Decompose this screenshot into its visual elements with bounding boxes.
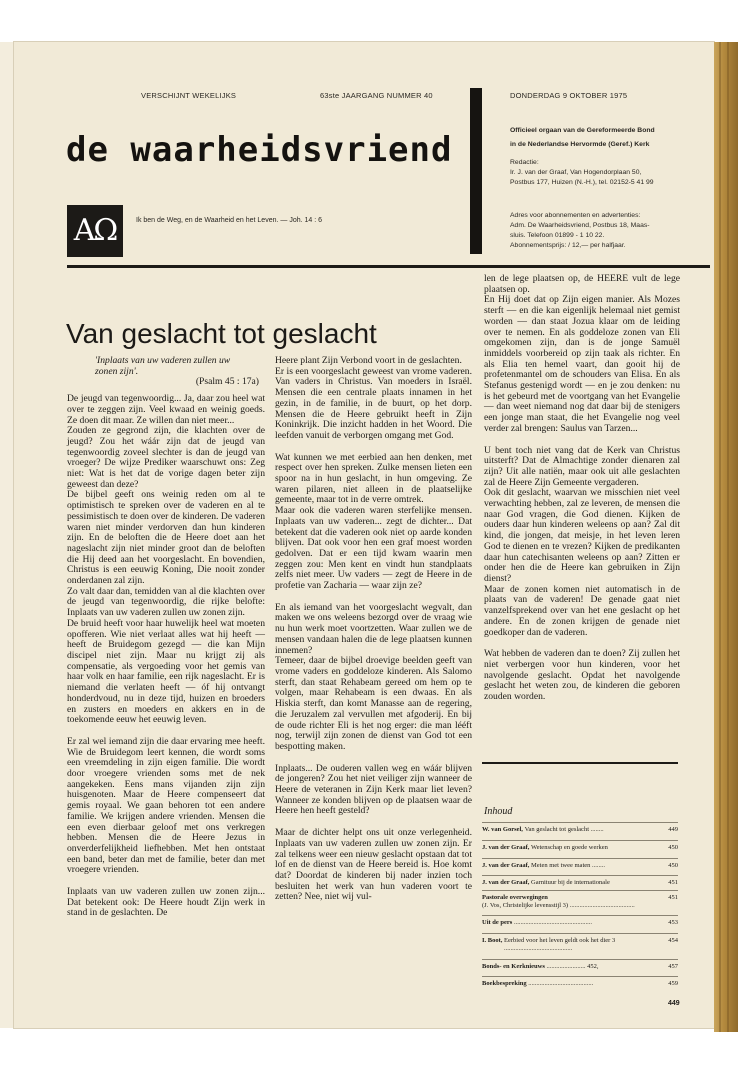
paragraph: Maar de zonen komen niet automatisch in de plaats van de vaderen! De genade gaat niet vanzelfsprekend over van het ene geslacht op het andere. En de zonen krijgen de genade niet goedkoper dan de vaderen. xyxy=(484,583,680,638)
paragraph: Ook dit geslacht, waarvan we misschien niet veel verwachting hebben, zal ze leveren, de mensen die naar God vragen, die God dienen. Kijken de ouders daar hun kinderen weleens op aan? Zal dit kind, die jongen, dat meisje, in het leven leren God te dienen en te vrezen? Kijken de predikanten daar hun catechisanten weleens op aan? Zitten er onder hen die de Heere kan gebruiken in Zijn dienst? xyxy=(484,487,680,584)
toc-item xyxy=(482,862,678,870)
toc-page: 450 xyxy=(668,862,678,869)
info-block xyxy=(510,126,655,251)
toc-author: I. Boot, xyxy=(482,937,505,944)
binding-spine xyxy=(714,42,738,1032)
motto: Ik ben de Weg, en de Waarheid en het Leven. — Joh. 14 : 6 xyxy=(136,217,323,224)
paragraph: Er is een voorgeslacht geweest van vrome vaderen. Van vaders in Christus. Van moeders in Israël. Mensen die een centrale plaats innamen in het gezin, in de familie, in de buurt, op het dorp. Mensen die de Heere gebruikt heeft in Zijn Koninkrijk. Die inzicht hadden in het Woord. Die leefden vanuit de verborgen omgang met God. xyxy=(275,365,472,441)
redactie-line-1: Ir. J. van der Graaf, Van Hogendorplaan 50, xyxy=(510,169,642,176)
toc-author: Pastorale overwegingen xyxy=(482,894,548,901)
article-column-2 xyxy=(275,356,472,903)
paragraph: En als iemand van het voorgeslacht wegvalt, dan maken we ons weleens bezorgd over de vraag wie nu hun werk moet voortzetten. Waar zullen we de mensen vandaan halen die de lege plaatsen kunnen innemen? xyxy=(275,601,472,656)
toc-title: ........................ 452, xyxy=(546,963,599,970)
paragraph: En Hij doet dat op Zijn eigen manier. Als Mozes sterft — en die kan eigenlijk helemaal niet gemist worden — dan staat Jozua klaar om de leiding over te nemen. En als goddeloze zonen van Eli omgekomen zijn, dan is de jonge Samuël inmiddels voorbereid op zijn taak als richter. En als Elia ten hemel vaart, dan gooit hij de profetenmantel om de schouders van Elisa. En als Stefanus gestenigd wordt — en je zou denken: nu is het gebeurd met de voortgang van het Evangelie — dan weet niemand nog dat daar bij de stenigers een jonge man staat, die het Evangelie nog veel verder zal brengen: Saulus van Tarzen... xyxy=(484,294,680,434)
toc-page: 457 xyxy=(668,963,678,970)
toc-divider xyxy=(482,822,678,823)
paragraph: Zo valt daar dan, temidden van al die klachten over de jeugd van tegenwoordig, die rijke belofte: Inplaats van uw vaderen zullen uw zonen zijn. xyxy=(67,585,265,619)
toc-item xyxy=(482,980,678,988)
page-number: 449 xyxy=(668,1000,680,1007)
toc-author: J. van der Graaf, xyxy=(482,844,531,851)
paragraph: Maar de dichter helpt ons uit onze verlegenheid. Inplaats van uw vaderen zullen uw zonen zijn. Er zal telkens weer een nieuw geslacht opstaan dat tot lof en de dienst van de Heere bereid is. Hoe komt dat? Doordat de kinderen bij nader inzien toch besluiten het werk van hun vaderen voort te zetten? Nee, niet wij vul- xyxy=(275,827,472,903)
toc-author: Uit de pers xyxy=(482,919,514,926)
toc-item xyxy=(482,844,678,852)
toc-title: ........................................ xyxy=(528,980,594,987)
toc-author: Boekbespreking xyxy=(482,980,529,987)
paragraph: Wat kunnen we met eerbied aan hen denken, met respect over hen spreken. Zulke mensen lieten een spoor na in hun geslacht, in hun omgeving. Ze waren pilaren, niet alleen in de plaatselijke gemeente, maar tot in de verre omtrek. xyxy=(275,451,472,506)
adres-line-3: sluis. Telefoon 01899 - 1 10 22. xyxy=(510,232,605,239)
redactie-label: Redactie: xyxy=(510,159,539,166)
toc-item xyxy=(482,894,678,910)
toc-title: Meten met twee maten ........ xyxy=(531,862,606,869)
toc-rule xyxy=(482,762,678,764)
paragraph-gap xyxy=(275,753,472,764)
toc-title: ................................................ xyxy=(513,919,592,926)
masthead: de waarheidsvriend xyxy=(66,130,453,170)
paragraph: Maar ook die vaderen waren sterfelijke mensen. Inplaats van uw vaderen... zegt de dichter... Dat betekent dat die vaderen ook niet op aarde konden blijven. Dat ook voor hen een graf moest worden gedolven. Dat er een tijd kwam waarin men zeggen zou: Men kent en vindt hun standplaats zelfs niet meer. Uw vaders — zegt de Heere in de profetie van Zacharia — waar zijn ze? xyxy=(275,505,472,592)
toc-author: W. van Gorsel, xyxy=(482,826,525,833)
epigraph-line-2: zonen zijn'. xyxy=(95,365,139,377)
toc-divider xyxy=(482,858,678,859)
toc-page: 451 xyxy=(668,879,678,886)
toc-author: J. van der Graaf, xyxy=(482,879,531,886)
toc-item xyxy=(482,826,678,834)
paragraph-gap xyxy=(275,442,472,453)
toc-divider xyxy=(482,840,678,841)
paragraph: Wat hebben de vaderen dan te doen? Zij zullen het niet verbergen voor hun kinderen, voor het navolgende geslacht. Opdat het navolgende geslacht het weten zou, de kinderen die geboren zouden worden. xyxy=(484,648,680,703)
toc-title: Wetenschap en goede werken xyxy=(531,844,608,851)
paragraph-gap xyxy=(484,435,680,446)
toc-divider xyxy=(482,890,678,891)
toc-page: 459 xyxy=(668,980,678,987)
paragraph: Inplaats... De ouderen vallen weg en wáár blijven de jongeren? Zou het niet veiliger zijn wanneer de Heere de veteranen in Zijn Kerk maar liet leven? Wanneer ze konden blijven op de plaatsen waar de Heere hen heeft gesteld? xyxy=(275,762,472,817)
toc-title: Garnituur bij de internationale xyxy=(531,879,610,886)
paragraph: Inplaats van uw vaderen zullen uw zonen zijn... Dat betekent ook: De Heere houdt Zijn werk in stand in de geslachten. De xyxy=(67,886,265,919)
volume-label: 63ste JAARGANG NUMMER 40 xyxy=(320,91,433,100)
paragraph: De jeugd van tegenwoordig... Ja, daar zou heel wat over te zeggen zijn. Veel kwaad en weinig goeds. Ze doen dit maar. Ze willen dan niet meer... xyxy=(67,393,265,426)
epigraph-reference: (Psalm 45 : 17a) xyxy=(195,376,259,388)
spine-line xyxy=(719,42,721,1032)
article-column-1 xyxy=(67,356,265,919)
spine-line xyxy=(727,42,729,1032)
adres-line-2: Adm. De Waarheidsvriend, Postbus 18, Maas- xyxy=(510,222,650,229)
adres-line-1: Adres voor abonnementen en advertenties: xyxy=(510,212,641,219)
paragraph: U bent toch niet vang dat de Kerk van Christus uitsterft? Dat de Almachtige zonder dienaren zal zijn? Uit alle natiën, maar ook uit alle geslachten zal de Heere Zijn Gemeente vergaderen. xyxy=(484,444,680,488)
toc-page: 450 xyxy=(668,844,678,851)
article-title: Van geslacht tot geslacht xyxy=(66,318,377,349)
header-rule xyxy=(67,265,710,268)
toc-author: J. van der Graaf, xyxy=(482,862,531,869)
official-line-1: Officieel orgaan van de Gereformeerde Bond xyxy=(510,127,655,134)
paragraph: Er zal wel iemand zijn die daar ervaring mee heeft. Wie de Bruidegom leert kennen, die wordt soms een vreemdeling in zijn eigen familie. Die wordt door vroegere vrienden soms met de nek aangekeken. Eens mans vijanden zijn zijn huisgenoten. Maar de Heere compenseert dat gemis royaal. We gaan behoren tot een andere familie. We krijgen andere vrienden. Mensen die een even dierbaar geloof met ons verkregen hebben. Mensen die de Heere Jezus in onverderfelijkheid liefhebben. Met hen ontstaat een band, beter dan met de familie, beter dan met vroegere vrienden. xyxy=(67,735,265,876)
toc-page: 454 xyxy=(668,937,678,944)
toc-page: 453 xyxy=(668,919,678,926)
article-column-3 xyxy=(484,274,680,703)
toc-page: 449 xyxy=(668,826,678,833)
issue-date: DONDERDAG 9 OKTOBER 1975 xyxy=(510,91,628,100)
toc-author: Bonds- en Kerknieuws xyxy=(482,963,547,970)
toc-item xyxy=(482,963,678,971)
redactie-line-2: Postbus 177, Huizen (N.-H.), tel. 02152-5 41 99 xyxy=(510,179,654,186)
paragraph: Temeer, daar de bijbel droevige beelden geeft van vrome vaders en goddeloze kinderen. Als Salomo sterft, dan staat Rehabeam gereed om hem op te volgen, maar Rehabeam is een dwaas. En als Hiskia sterft, dan komt Manasse aan de regering, die Jeruzalem zal vervullen met afgoderij. En bij de oude richter Eli is het nog erger: die man lééft nog, terwijl zijn zonen de dienst van God tot een bespotting maken. xyxy=(275,655,472,752)
header-divider xyxy=(470,88,482,254)
toc-divider xyxy=(482,959,678,960)
paragraph: De bruid heeft voor haar huwelijk heel wat moeten opofferen. Wie niet verlaat alles wat hij heeft — heeft de Bruidegom gezegd — die kan Mijn discipel niet zijn. Maar nu krijgt zij als compensatie, als vergoeding voor het gemis van haar volk en haar familie, een rijk nageslacht. Er is niemand die verlaten heeft — óf hij ontvangt honderdvoud, nu in deze tijd, huizen en broeders en zusters en moeders en akkers en in de toekomende eeuw het eeuwig leven. xyxy=(67,617,265,726)
paragraph: Zouden ze gegrond zijn, die klachten over de jeugd? Zou het wáár zijn dat de jeugd van tegenwoordig zoveel slechter is dan de jeugd van vroeger? De wijze Prediker waarschuwt ons: Zeg niet: Wat is het dat de vorige dagen beter zijn geweest dan deze? xyxy=(67,425,265,490)
toc-divider xyxy=(482,933,678,934)
toc-page: 451 xyxy=(668,894,678,901)
official-line-2: in de Nederlandse Hervormde (Geref.) Kerk xyxy=(510,141,650,148)
toc-heading: Inhoud xyxy=(484,806,513,817)
adres-line-4: Abonnementsprijs: / 12,— per halfjaar. xyxy=(510,242,626,249)
frequency-label: VERSCHIJNT WEKELIJKS xyxy=(141,91,237,100)
toc-divider xyxy=(482,915,678,916)
toc-item xyxy=(482,937,678,953)
toc-divider xyxy=(482,875,678,876)
toc-item xyxy=(482,919,678,927)
epigraph-line-1: 'Inplaats van uw vaderen zullen uw xyxy=(95,355,231,366)
column-2-text xyxy=(275,356,472,903)
toc-title: Van geslacht tot geslacht ........ xyxy=(524,826,604,833)
column-1-text xyxy=(67,394,265,919)
paragraph: len de lege plaatsen op, de HEERE vult de lege plaatsen op. xyxy=(484,273,680,295)
toc-title: (J. Vos, Christelijke levensstijl 3) ........................................ xyxy=(482,902,635,909)
column-3-text xyxy=(484,274,680,703)
paragraph: De bijbel geeft ons weinig reden om al te optimistisch te spreken over de vaderen en al te pessimistisch te doen over de kinderen. De vaderen waren niet minder verdorven dan hun kinderen zijn. En de beloften die de Heere doet aan het nageslacht zijn niet minder groot dan de beloften die Hij deed aan het voorgeslacht. En bovendien, Christus is een eeuwig Koning, Die nooit zonder onderdanen zal zijn. xyxy=(67,489,265,587)
toc-title: Eerbied voor het leven geldt ook het dier 3 .......................................... xyxy=(504,937,616,952)
toc-divider xyxy=(482,976,678,977)
toc-item xyxy=(482,879,678,887)
alpha-omega-logo: ΑΩ xyxy=(67,205,123,257)
paragraph: Heere plant Zijn Verbond voort in de geslachten. xyxy=(275,355,462,366)
